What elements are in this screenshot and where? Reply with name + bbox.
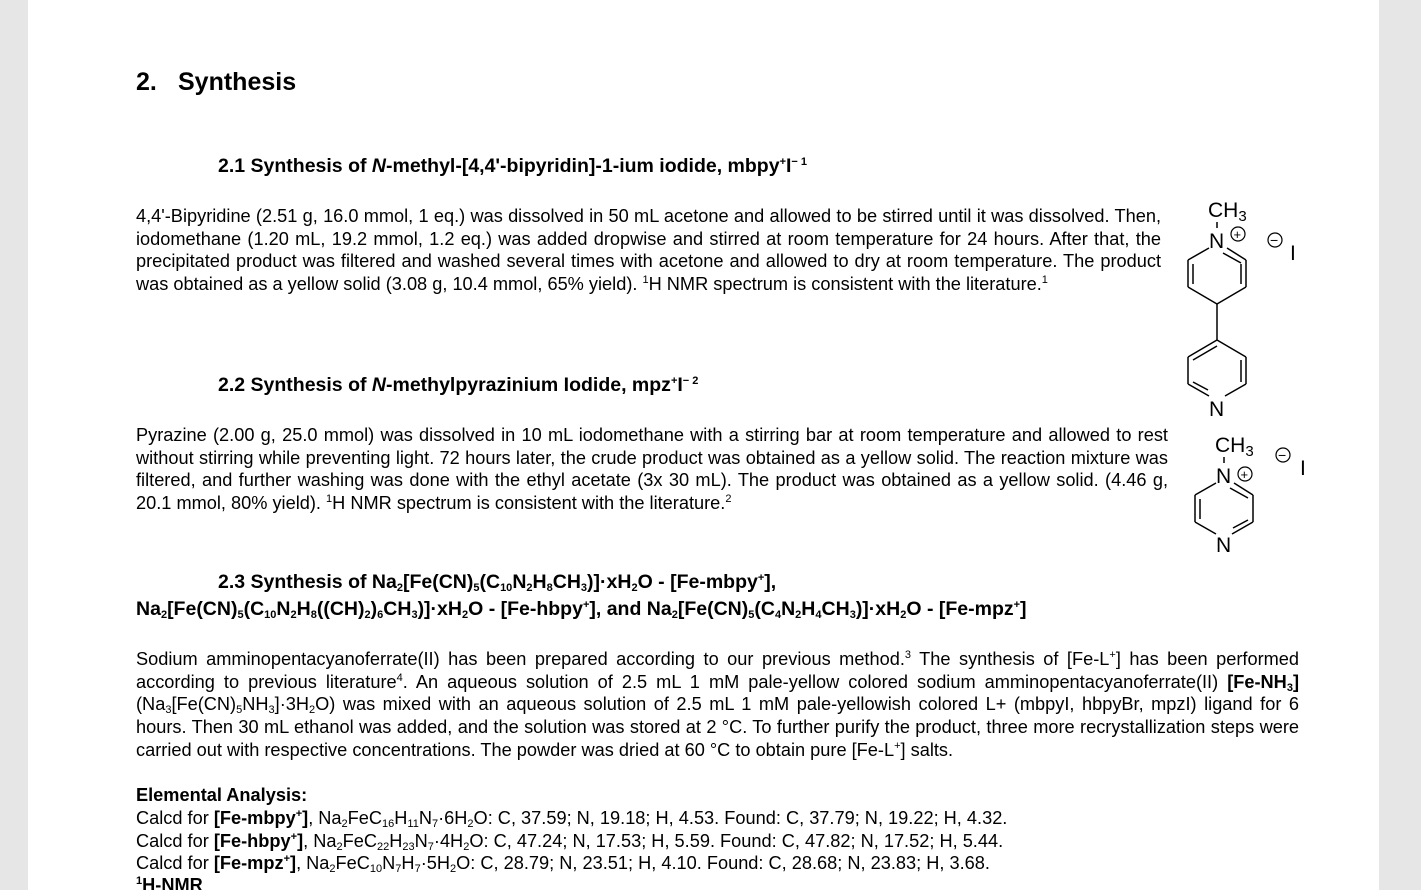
paragraph-2-1: 4,4'-Bipyridine (2.51 g, 16.0 mmol, 1 eq.) was dissolved in 50 mL acetone and allowed to be stirred until it was dissolved. Then, iodomethane (1.20 mL, 19.2 mmol, 1.2 eq.) was added dropwise and stirred at room temperature for 24 hours. After that, the precipitated product was filtered and washed several times with acetone and allowed to dry at room temperature. The product was obtained as a yellow solid (3.08 g, 10.4 mmol, 65% yield). $^1$H NMR spectrum is consistent with the literature.$^1$ [136, 206, 1161, 295]
mbpy-n-top: N [1209, 230, 1225, 253]
mbpy-methyl-label: CH3 [1208, 199, 1247, 225]
calcd-line-mbpy: Calcd for [Fe-mbpy+], $Na_2FeC_{16}H_{11}N_7\cdot 6H_2O$: C, 37.59; N, 19.18; H, 4.53. Found: C, 37.79; N, 19.22; H, 4.32. [136, 808, 1008, 830]
nmr-label: $^1$H-NMR [136, 875, 203, 890]
paragraph-2-2: Pyrazine (2.00 g, 25.0 mmol) was dissolved in 10 mL iodomethane with a stirring bar at room temperature and allowed to rest without stirring while preventing light. 72 hours later, the crude product was obtained as a yellow solid. The reaction mixture was filtered, and further washing was done with the ethyl acetate (3x 30 mL). The product was obtained as a yellow solid. (4.46 g, 20.1 mmol, 80% yield). $^1$H NMR spectrum is consistent with the literature.$^2$ [136, 425, 1168, 514]
section-number: 2. [136, 68, 157, 96]
calcd-line-hbpy: Calcd for [Fe-hbpy+], $Na_2FeC_{22}H_{23}N_7\cdot 4H_2O$: C, 47.24; N, 17.53; H, 5.59. Found: C, 47.82; N, 17.52; H, 5.44. [136, 831, 1004, 853]
heading-2-3-line-2: $Na_2[Fe(CN)_5(C_{10}N_2H_8((CH)_2)_6CH_3)]\cdot xH_2O$ - [Fe-hbpy+], and $Na_2[Fe(CN)_5(C_4N_2H_4CH_3)]\cdot xH_2O - [Fe-mpz^+]$ [136, 598, 1027, 621]
structure-mpz [1183, 426, 1323, 556]
heading-2-2: 2.2 Synthesis of N-methylpyrazinium Iodide, $mpz^+I^{- 2}$ [218, 374, 699, 396]
mpz-plus: + [1240, 467, 1249, 482]
mpz-iodide: I [1300, 457, 1306, 480]
section-title: Synthesis [178, 68, 297, 96]
mpz-ring [1195, 483, 1253, 534]
mpz-minus: − [1278, 447, 1287, 463]
heading-2-3-line-1: 2.3 Synthesis of $Na_2[Fe(CN)_5(C_{10}N_2H_8CH_3)]\cdot xH_2O$ - [Fe-mbpy+], [218, 571, 777, 594]
document-page [28, 0, 1379, 890]
mbpy-iodide: I [1290, 242, 1296, 265]
section-heading [136, 68, 296, 97]
mbpy-n-bottom: N [1209, 398, 1225, 421]
mpz-n-top: N [1216, 465, 1232, 488]
mpz-n-bottom: N [1216, 534, 1232, 556]
elemental-analysis-label: Elemental Analysis: [136, 785, 308, 805]
paragraph-2-3: Sodium amminopentacyanoferrate(II) has been prepared according to our previous method.$^3$ The synthesis of [Fe-L+] has been performed according to previous literature$^4$. An aqueous solution of 2.5 mL 1 mM pale-yellow colored sodium amminopentacyanoferrate(II) $[Fe-NH_3]$ $(Na_3[Fe(CN)_5NH_3]\cdot 3H_2O)$ was mixed with an aqueous solution of 2.5 mL 1 mM pale-yellowish colored L+ (mbpyI, hbpyBr, mpzI) ligand for 6 hours. Then 30 mL ethanol was added, and the solution was stored at 2 °C. To further purify the product, three more recrystallization steps were carried out with respective concentrations. The powder was dried at 60 °C to obtain pure [Fe-L+] salts. [136, 649, 1300, 760]
heading-2-1: 2.1 Synthesis of N-methyl-[4,4'-bipyridin]-1-ium iodide, $mbpy^+I^{- 1}$ [218, 155, 808, 177]
mbpy-upper-ring [1188, 248, 1246, 304]
mbpy-plus: + [1233, 227, 1242, 242]
calcd-line-mpz: Calcd for [Fe-mpz+], $Na_2FeC_{10}N_7H_7\cdot 5H_2O$: C, 28.79; N, 23.51; H, 4.10. Found: C, 28.68; N, 23.83; H, 3.68. [136, 853, 990, 875]
mbpy-lower-ring [1188, 340, 1246, 396]
mpz-methyl-label: CH3 [1215, 434, 1254, 460]
mbpy-minus: − [1270, 232, 1279, 248]
structure-mbpy [1178, 190, 1318, 425]
